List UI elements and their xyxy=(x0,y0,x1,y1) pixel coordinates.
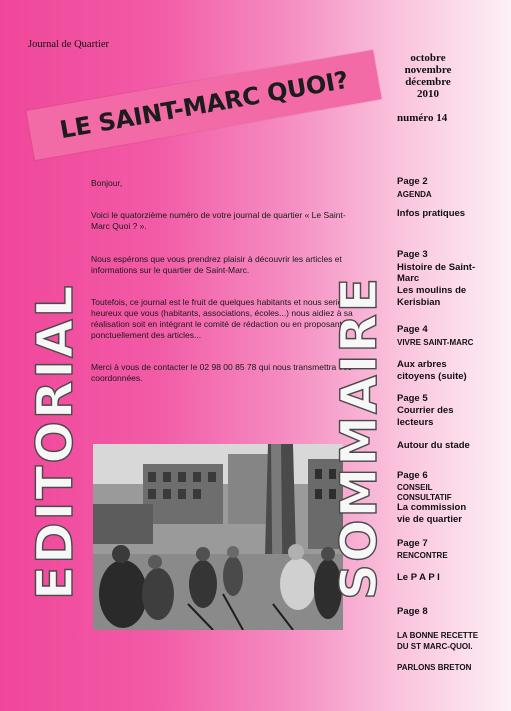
toc-item: Les moulins de xyxy=(397,285,467,296)
toc-item: CONSEIL xyxy=(397,483,433,492)
toc-item: PARLONS BRETON xyxy=(397,663,472,672)
toc-item: lecteurs xyxy=(397,417,434,428)
toc-item: DU ST MARC-QUOI. xyxy=(397,642,473,651)
editorial-paragraph: Merci à vous de contacter le 02 98 00 85 78 qui nous transmettra vos coordonnées. xyxy=(91,362,352,383)
toc-item: Courrier des xyxy=(397,405,454,416)
toc-item: Autour du stade xyxy=(397,440,470,451)
toc-item: Histoire de Saint- xyxy=(397,262,476,273)
toc-item: Marc xyxy=(397,273,420,284)
issue-number: numéro 14 xyxy=(397,112,448,124)
toc-item: Kerisbian xyxy=(397,297,441,308)
editorial-paragraph: Nous espérons que vous prendrez plaisir à découvrir les articles et informations sur le quartier de Saint-Marc. xyxy=(91,254,342,275)
kicker: Journal de Quartier xyxy=(28,39,110,50)
issue-month-2: novembre xyxy=(404,64,452,76)
editorial-paragraph: Voici le quatorzième numéro de votre journal de quartier « Le Saint-Marc Quoi ? ». xyxy=(91,210,346,231)
toc-item: CONSULTATIF xyxy=(397,493,452,502)
toc-item: AGENDA xyxy=(397,190,432,199)
toc-item: vie de quartier xyxy=(397,514,462,525)
editorial-paragraph: Bonjour, xyxy=(91,178,123,188)
toc-item: Page 4 xyxy=(397,324,428,335)
toc-item: Page 6 xyxy=(397,470,428,481)
toc-item: Page 3 xyxy=(397,249,428,260)
editorial-paragraph: Toutefois, ce journal est le fruit de quelques habitants et nous serions heureux que vous (habitants, associations, écoles...) nous aidiez à sa réalisation soit en intégrant le comité de rédaction ou en proposant ponctuellement des articles... xyxy=(91,297,353,340)
issue-date xyxy=(392,52,464,100)
toc-item: La commission xyxy=(397,502,467,513)
editorial-heading: EDITORIAL xyxy=(26,283,84,600)
newsletter-title: LE SAINT-MARC QUOI? xyxy=(57,65,351,145)
toc-item: Page 2 xyxy=(397,176,428,187)
toc-item: Le P A P I xyxy=(397,572,440,583)
toc-item: Page 5 xyxy=(397,393,428,404)
sommaire-heading: SOMMAIRE xyxy=(330,276,388,600)
title-banner xyxy=(26,50,381,160)
toc-item: Page 8 xyxy=(397,606,428,617)
toc-item: Page 7 xyxy=(397,538,428,549)
toc-item: Infos pratiques xyxy=(397,208,466,219)
photo-illustration xyxy=(93,444,343,630)
issue-month-3: décembre xyxy=(405,76,451,88)
editorial-text xyxy=(91,178,358,384)
neighborhood-photo xyxy=(93,444,343,630)
toc-item: RENCONTRE xyxy=(397,551,448,560)
toc-item: LA BONNE RECETTE xyxy=(397,631,479,640)
issue-year: 2010 xyxy=(417,88,439,100)
toc-item: citoyens (suite) xyxy=(397,371,467,382)
toc-item: Aux arbres xyxy=(397,359,447,370)
issue-month-1: octobre xyxy=(410,52,446,64)
toc-item: VIVRE SAINT-MARC xyxy=(397,338,474,347)
